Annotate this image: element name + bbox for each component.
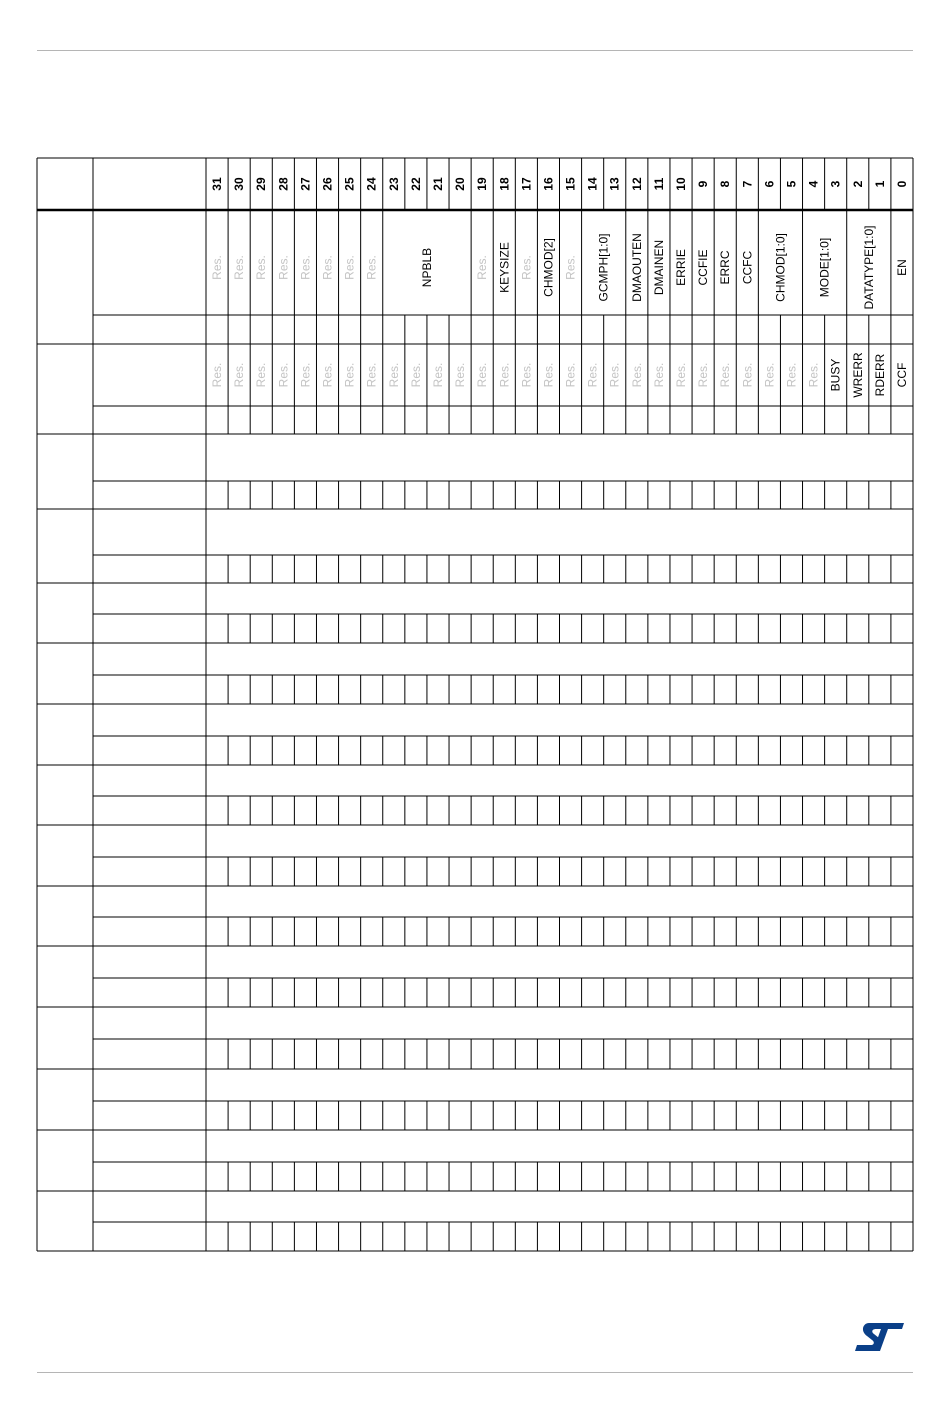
field-label: BUSY	[828, 358, 843, 392]
reserved-field-label: Res.	[254, 362, 269, 388]
bit-number-header: 26	[320, 177, 335, 191]
reserved-field-label: Res.	[497, 362, 512, 388]
bit-number-header: 4	[806, 180, 821, 188]
reserved-field-label: Res.	[740, 362, 755, 388]
bit-number-header: 24	[364, 177, 379, 191]
bit-number-header: 0	[894, 180, 909, 188]
bit-number-header: 18	[497, 177, 512, 191]
field-label: GCMPH[1:0]	[596, 233, 611, 302]
field-label: DMAINEN	[651, 239, 666, 296]
reserved-field-label: Res.	[629, 362, 644, 388]
reserved-field-label: Res.	[585, 362, 600, 388]
reserved-field-label: Res.	[806, 362, 821, 388]
bit-number-header: 20	[453, 177, 468, 191]
reserved-field-label: Res.	[364, 362, 379, 388]
field-label: WRERR	[850, 352, 865, 398]
bit-number-header: 13	[607, 177, 622, 191]
field-label: DMAOUTEN	[629, 233, 644, 302]
reserved-field-label: Res.	[342, 362, 357, 388]
reserved-field-label: Res.	[364, 255, 379, 280]
st-logo-icon	[852, 1320, 908, 1354]
reserved-field-label: Res.	[254, 255, 269, 280]
reserved-field-label: Res.	[210, 255, 225, 280]
reserved-field-label: Res.	[386, 362, 401, 388]
bit-number-header: 8	[718, 180, 733, 188]
reserved-field-label: Res.	[342, 255, 357, 280]
reserved-field-label: Res.	[453, 362, 468, 388]
bit-number-header: 30	[232, 177, 247, 191]
reserved-field-label: Res.	[651, 362, 666, 388]
field-label: CCF	[894, 362, 909, 388]
field-label: ERRC	[718, 250, 733, 285]
bit-number-header: 27	[298, 177, 313, 191]
bit-number-header: 5	[784, 180, 799, 188]
reserved-field-label: Res.	[298, 255, 313, 280]
reserved-field-label: Res.	[408, 362, 423, 388]
reserved-field-label: Res.	[475, 362, 490, 388]
bit-number-header: 7	[740, 180, 755, 188]
reserved-field-label: Res.	[718, 362, 733, 388]
field-label: NPBLB	[419, 247, 434, 288]
bit-number-header: 9	[696, 180, 711, 188]
reserved-field-label: Res.	[232, 362, 247, 388]
bit-number-header: 1	[872, 180, 887, 188]
bit-number-header: 21	[430, 177, 445, 191]
field-label: CHMOD[1:0]	[773, 233, 788, 302]
field-label: EN	[894, 259, 909, 276]
bit-number-header: 16	[541, 177, 556, 191]
field-label: RDERR	[872, 353, 887, 397]
field-label: MODE[1:0]	[817, 237, 832, 298]
footer-rule	[37, 1372, 913, 1373]
bit-number-header: 3	[828, 180, 843, 188]
field-label: ERRIE	[674, 249, 689, 286]
field-label: DATATYPE[1:0]	[861, 225, 876, 310]
bit-number-header: 14	[585, 177, 600, 191]
bit-number-header: 31	[210, 177, 225, 191]
reserved-field-label: Res.	[320, 362, 335, 388]
reserved-field-label: Res.	[430, 362, 445, 388]
reserved-field-label: Res.	[563, 362, 578, 388]
bit-number-header: 23	[386, 177, 401, 191]
reserved-field-label: Res.	[541, 362, 556, 388]
reserved-field-label: Res.	[210, 362, 225, 388]
reserved-field-label: Res.	[674, 362, 689, 388]
field-label: KEYSIZE	[497, 242, 512, 293]
bit-number-header: 12	[629, 177, 644, 191]
reserved-field-label: Res.	[519, 362, 534, 388]
field-label: CHMOD[2]	[541, 238, 556, 297]
reserved-field-label: Res.	[276, 362, 291, 388]
bit-number-header: 10	[674, 177, 689, 191]
reserved-field-label: Res.	[298, 362, 313, 388]
reserved-field-label: Res.	[232, 255, 247, 280]
bit-number-header: 22	[408, 177, 423, 191]
reserved-field-label: Res.	[475, 255, 490, 280]
bit-number-header: 15	[563, 177, 578, 191]
bit-number-header: 28	[276, 177, 291, 191]
bit-number-header: 29	[254, 177, 269, 191]
reserved-field-label: Res.	[762, 362, 777, 388]
reserved-field-label: Res.	[563, 255, 578, 280]
reserved-field-label: Res.	[519, 255, 534, 280]
bit-number-header: 17	[519, 177, 534, 191]
bit-number-header: 25	[342, 177, 357, 191]
bit-number-header: 2	[850, 180, 865, 188]
reserved-field-label: Res.	[784, 362, 799, 388]
reserved-field-label: Res.	[696, 362, 711, 388]
reserved-field-label: Res.	[320, 255, 335, 280]
field-label: CCFC	[740, 250, 755, 285]
bit-number-header: 19	[475, 177, 490, 191]
bit-number-header: 11	[651, 177, 666, 191]
reserved-field-label: Res.	[276, 255, 291, 280]
bit-number-header: 6	[762, 180, 777, 188]
reserved-field-label: Res.	[607, 362, 622, 388]
field-label: CCFIE	[696, 249, 711, 286]
